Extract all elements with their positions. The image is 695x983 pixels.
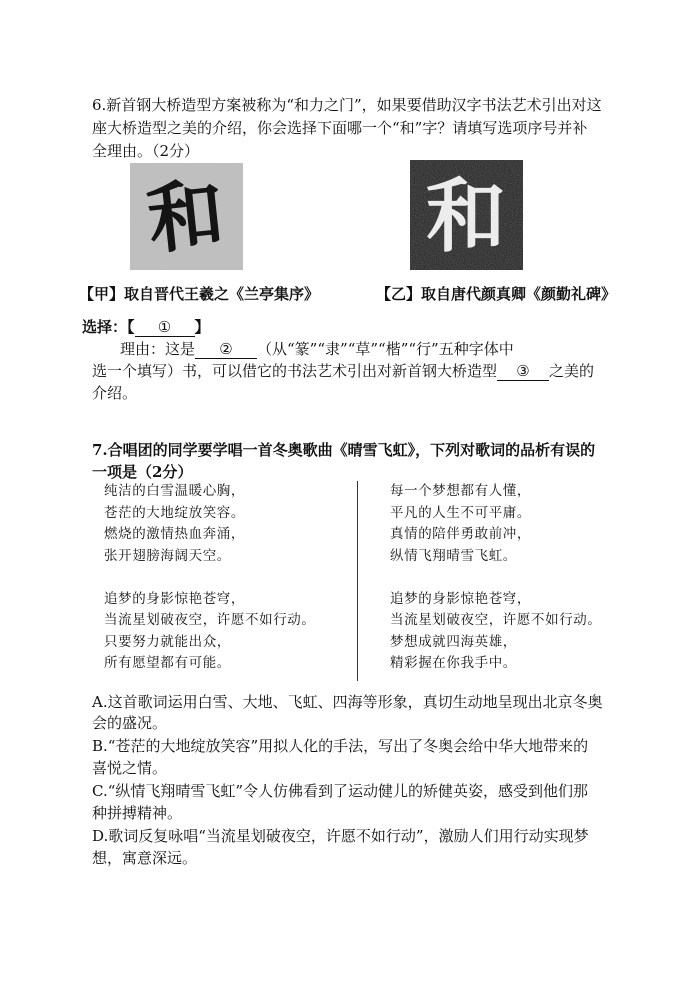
q6-line-1: 6.新首钢大桥造型方案被称为“和力之门”，如果要借助汉字书法艺术引出对这	[92, 96, 602, 114]
option-c-line-1: C.“纵情飞翔晴雪飞虹”令人仿佛看到了运动健儿的矫健英姿，感受到他们那	[92, 782, 589, 800]
lyrics-divider	[357, 481, 358, 681]
option-c-line-2: 种拼搏精神。	[92, 804, 183, 822]
q7-line-1: 7.合唱团的同学要学唱一首冬奥歌曲《晴雪飞虹》，下列对歌词的品析有误的	[92, 441, 596, 459]
q6-line-3: 全理由。（2分）	[92, 142, 200, 160]
lyric-line: 只要努力就能出众，	[104, 633, 231, 650]
q6-line-2: 座大桥造型之美的介绍，你会选择下面哪一个“和”字？请填写选项序号并补	[92, 119, 588, 137]
option-b-line-2: 喜悦之情。	[92, 759, 168, 777]
lyric-line: 平凡的人生不可平庸。	[390, 504, 531, 521]
lyric-line: 纯洁的白雪温暖心胸，	[104, 483, 245, 499]
lyric-line: 当流星划破夜空，许愿不如行动。	[390, 612, 602, 628]
calligraphy-image-a	[130, 163, 243, 270]
lyric-line: 燃烧的激情热血奔涌，	[104, 526, 245, 542]
option-b-line-1: B.“苍茫的大地绽放笑容”用拟人化的手法，写出了冬奥会给中华大地带来的	[92, 737, 589, 755]
choose-end: 】	[194, 318, 210, 336]
choose-line	[82, 317, 210, 337]
lyric-line: 真情的陪伴勇敢前冲，	[390, 526, 531, 542]
option-d-line-1: D.歌词反复咏唱“当流星划破夜空，许愿不如行动”，激励人们用行动实现梦	[92, 827, 589, 845]
answer-blank-2[interactable]: ②	[195, 341, 257, 359]
choose-label: 选择：【	[82, 318, 135, 336]
lyric-line: 梦想成就四海英雄，	[390, 633, 517, 650]
answer-blank-1[interactable]: ①	[135, 319, 195, 337]
lyric-line: 苍茫的大地绽放笑容。	[104, 504, 245, 521]
answer-blank-3[interactable]: ③	[497, 363, 549, 381]
lyric-line: 所有愿望都有可能。	[104, 655, 231, 671]
calligraphy-char-b: 和	[426, 170, 506, 263]
reason-line2a: 选一个填写）书，可以借它的书法艺术引出对新首钢大桥造型	[92, 362, 498, 380]
lyric-line: 追梦的身影惊艳苍穹，	[104, 590, 245, 607]
reason-line-1	[120, 339, 514, 359]
reason-line-3: 介绍。	[92, 384, 138, 402]
calligraphy-char-a: 和	[143, 168, 229, 265]
lyric-line: 当流星划破夜空，许愿不如行动。	[104, 612, 316, 628]
q7-line-2: 一项是（2分）	[92, 463, 193, 481]
calligraphy-image-b	[410, 160, 523, 270]
reason-line-2	[92, 361, 594, 381]
option-a-line-1: A.这首歌词运用白雪、大地、飞虹、四海等形象，真切生动地呈现出北京冬奥	[92, 693, 603, 711]
lyric-line: 每一个梦想都有人懂，	[390, 483, 531, 499]
reason-prefix: 理由：这是	[120, 340, 196, 358]
option-d-line-2: 想，寓意深远。	[92, 849, 198, 867]
option-a-line-2: 会的盛况。	[92, 714, 168, 732]
lyric-line: 纵情飞翔晴雪飞虹。	[390, 547, 517, 564]
caption-a: 【甲】取自晋代王羲之《兰亭集序》	[79, 285, 320, 303]
lyric-line: 精彩握在你我手中。	[390, 655, 517, 671]
lyric-line: 追梦的身影惊艳苍穹，	[390, 590, 531, 607]
caption-b: 【乙】取自唐代颜真卿《颜勤礼碑》	[376, 285, 617, 303]
lyric-line: 张开翅膀海阔天空。	[104, 547, 231, 564]
reason-line2b: 之美的	[549, 362, 595, 380]
reason-mid: （从“篆”“隶”“草”“楷”“行”五种字体中	[257, 340, 514, 358]
